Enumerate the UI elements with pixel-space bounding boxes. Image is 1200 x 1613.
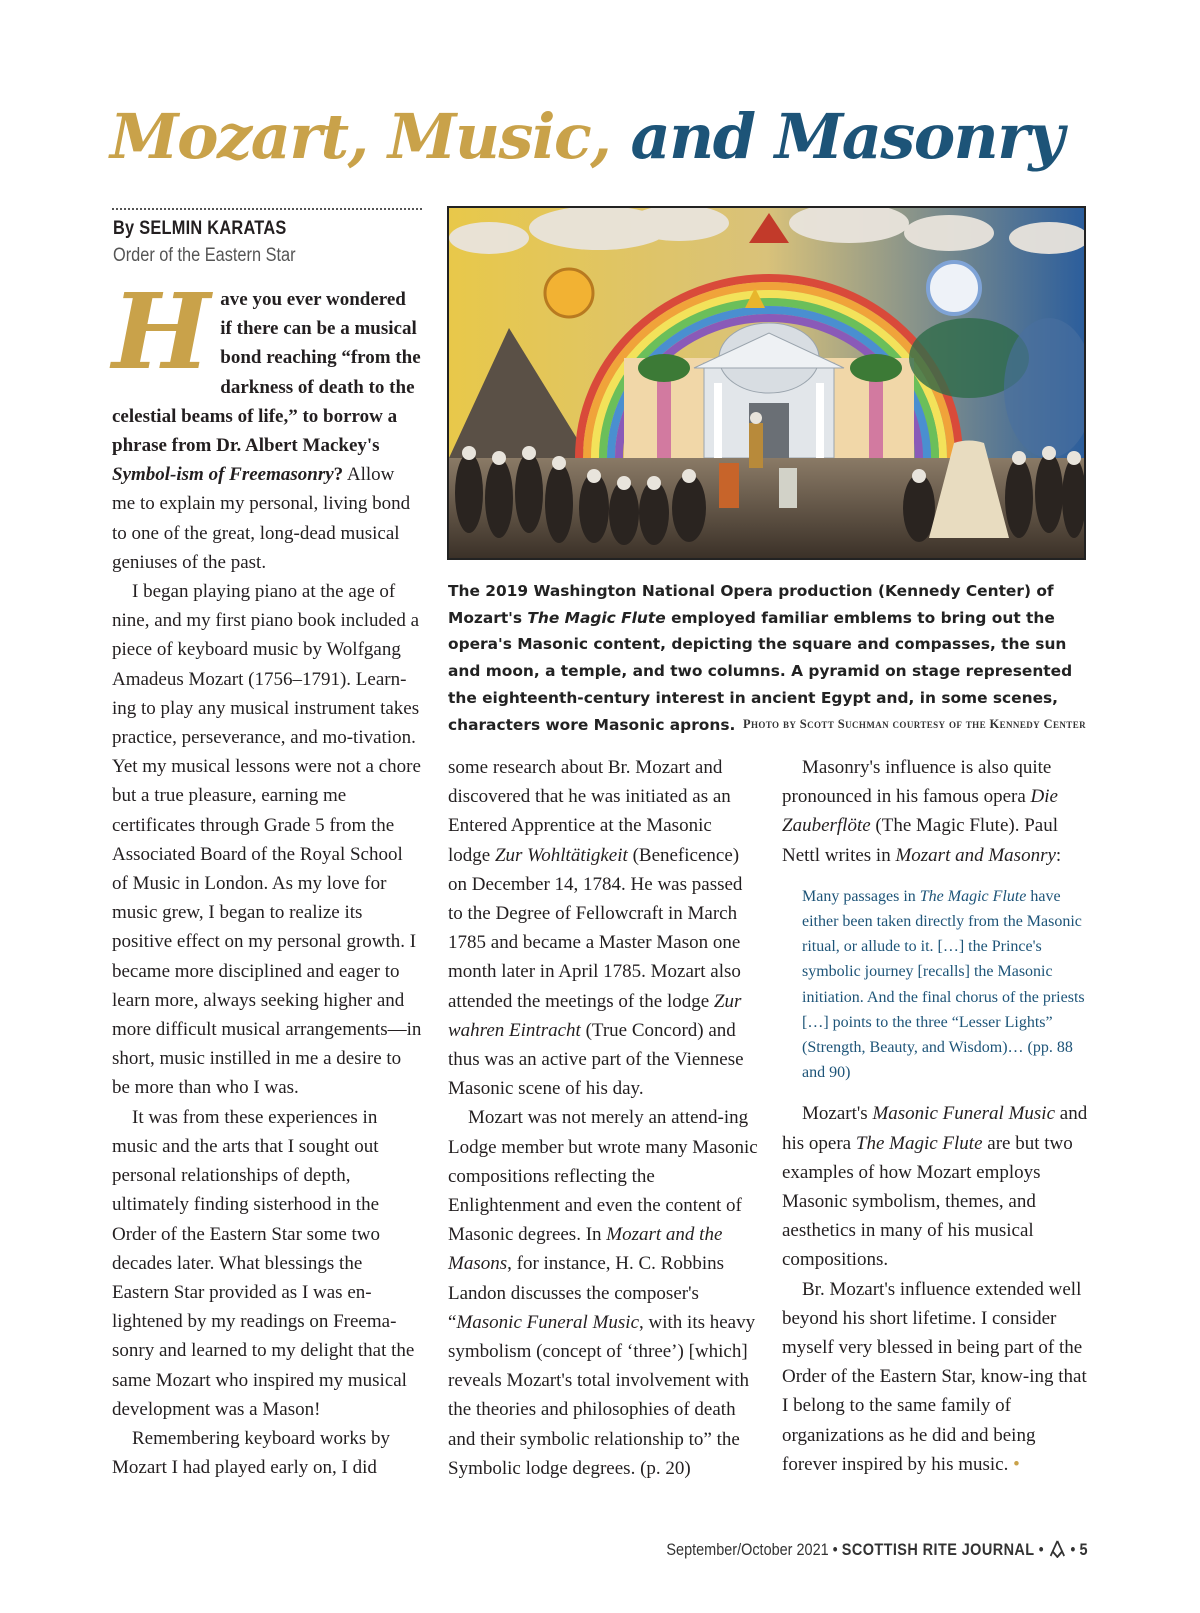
moon-emblem xyxy=(928,262,980,314)
author-affiliation: Order of the Eastern Star xyxy=(113,245,296,266)
square-compasses-icon xyxy=(1048,1540,1067,1563)
end-mark: • xyxy=(1013,1453,1020,1475)
stage-illustration xyxy=(449,208,1084,558)
block-quote: Many passages in The Magic Flute have either been taken directly from the Masonic ritual, or allude to it. […] the Prince's symbolic journey [recalls] the Masonic initiation. And the final chorus of the priests […] points to the three “Lesser Lights” (Strength, Beauty, and Wisdom)… (pp. 88 and 90) xyxy=(802,887,1085,1082)
paragraph: I began playing piano at the age of nine, and my first piano book included a piece of keyboard music by Wolfgang Amadeus Mozart (1756–1791). Learn-ing to play any musical instrument takes practice, perseverance, and mo-tivation. Yet my musical lessons were not a chore but a true pleasure, earning me certificates through Grade 5 from the Associated Board of the Royal School of Music in London. As my love for music grew, I began to realize its positive effect on my personal growth. I became more disciplined and eager to learn more, always seeking higher and more difficult musical arrangements—in short, music instilled in me a desire to be more than who I was. xyxy=(112,581,422,1099)
column-3 xyxy=(782,753,1092,1479)
sun-emblem xyxy=(545,269,593,317)
title-part-blue: and Masonry xyxy=(630,100,1063,173)
intro-paragraph: Have you ever wondered if there can be a musical bond reaching “from the darkness of death to the celestial beams of life,” to borrow a phrase from Dr. Albert Mackey's Symbol-ism of Freemasonry? Allow me to explain my personal, living bond to one of the great, long-dead musical geniuses of the past. xyxy=(112,270,421,573)
journal-name: SCOTTISH RITE JOURNAL xyxy=(841,1540,1035,1559)
paragraph: Br. Mozart's influence extended well beyond his short lifetime. I consider myself very blessed in being part of the Order of the Eastern Star, know-ing that I belong to the same family of organizations as he did and being forever inspired by his music. • xyxy=(782,1278,1087,1475)
column-1 xyxy=(112,270,422,1482)
paragraph: some research about Br. Mozart and discovered that he was initiated as an Entered Apprentice at the Masonic lodge Zur Wohltätigkeit (Beneficence) on December 14, 1784. He was passed to the Degree of Fellowcraft in March 1785 and became a Master Mason one month later in April 1785. Mozart also attended the meetings of the lodge Zur wahren Eintracht (True Concord) and thus was an active part of the Viennese Masonic scene of his day. xyxy=(448,757,744,1100)
dotted-divider xyxy=(112,208,422,210)
column-2 xyxy=(448,753,758,1483)
article-title xyxy=(110,100,1063,174)
page-number: 5 xyxy=(1079,1540,1088,1559)
column-right xyxy=(869,373,883,463)
paragraph: Mozart's Masonic Funeral Music and his opera The Magic Flute are but two examples of how Mozart employs Masonic symbolism, themes, and aesthetics in many of his musical compositions. xyxy=(782,1103,1088,1271)
photo-caption: The 2019 Washington National Opera production (Kennedy Center) of Mozart's The Magic Flute employed familiar emblems to bring out the opera's Masonic content, depicting the square and compasses, the sun and moon, a temple, and two columns. A pyramid on stage represented the eighteenth-century interest in ancient Egypt and, in some scenes, characters wore Masonic aprons. xyxy=(448,582,1073,734)
byline: By SELMIN KARATAS xyxy=(113,218,287,239)
paragraph: Remembering keyboard works by Mozart I had played early on, I did xyxy=(112,1427,391,1479)
column-left xyxy=(657,373,671,463)
paragraph: Mozart was not merely an attend-ing Lodge member but wrote many Masonic compositions reflecting the Enlightenment and even the content of Masonic degrees. In Mozart and the Masons, for instance, H. C. Robbins Landon discusses the composer's “Masonic Funeral Music, with its heavy symbolism (concept of ‘three’) [which] reveals Mozart's total involvement with the theories and philosophies of death and their symbolic relationship to” the Symbolic lodge degrees. (p. 20) xyxy=(448,1107,758,1479)
sarastro-figure xyxy=(749,423,763,468)
drop-cap: H xyxy=(112,270,211,393)
page-footer: September/October 2021 • SCOTTISH RITE JOURNAL • • 5 xyxy=(666,1540,1088,1563)
photo-credit: Photo by Scott Suchman courtesy of the Kennedy Center xyxy=(742,717,1086,731)
title-part-gold: Mozart, Music, xyxy=(110,100,611,173)
issue-date: September/October 2021 xyxy=(666,1540,829,1559)
paragraph: It was from these experiences in music and the arts that I sought out personal relationships of depth, ultimately finding sisterhood in the Order of the Eastern Star some two decades later. What blessings the Eastern Star provided as I was en-lightened by my readings on Freema-sonry and learned to my delight that the same Mozart who inspired my musical development was a Mason! xyxy=(112,1106,415,1420)
intro-lead: ave you ever wondered if there can be a musical bond reaching “from the darkness of death to the celestial beams of life,” to borrow a phrase from Dr. Albert Mackey's Symbol-ism of Freemasonry? xyxy=(112,289,421,486)
paragraph: Masonry's influence is also quite pronounced in his famous opera Die Zauberflöte (The Magic Flute). Paul Nettl writes in Mozart and Masonry: xyxy=(782,757,1062,866)
opera-stage-photo xyxy=(447,206,1086,560)
